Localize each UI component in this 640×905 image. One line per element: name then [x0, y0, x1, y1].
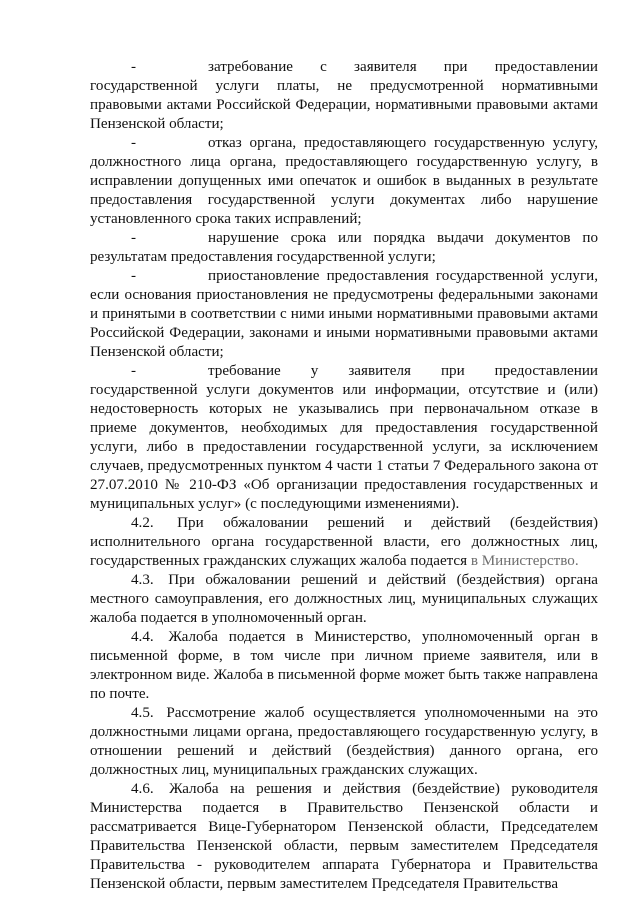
section-number: 4.6.	[131, 781, 154, 797]
list-item-text: требование у заявителя при предоставлении государственной услуги документов или информации, отсутствие и (или) недостоверность которых не указывались при первоначальном отказе в приеме документов, необходимых для предоставления государственной услуги, либо в предоставлении государственной услуги, за исключением случаев, предусмотренных пунктом 4 части 1 статьи 7 Федерального закона от 27.07.2010 № 210-ФЗ «Об организации предоставления государственных и муниципальных услуг» (с последующими изменениями).	[90, 363, 598, 512]
section-paragraph	[90, 571, 598, 628]
list-item	[90, 58, 598, 134]
list-item	[90, 134, 598, 229]
list-item	[90, 229, 598, 267]
list-item-text: отказ органа, предоставляющего государственную услугу, должностного лица органа, предоставляющего государственную услугу, в исправлении допущенных ими опечаток и ошибок в выданных в результате предоставления государственной услуги документах либо нарушение установленного срока таких исправлений;	[90, 135, 598, 227]
list-marker: -	[131, 135, 137, 151]
list-item-text: нарушение срока или порядка выдачи документов по результатам предоставления государственной услуги;	[90, 230, 598, 265]
section-text: Жалоба подается в Министерство, уполномоченный орган в письменной форме, в том числе при личном приеме заявителя, или в электронном виде. Жалоба в письменной форме может быть также направлена по почте.	[90, 629, 598, 702]
list-marker: -	[131, 363, 137, 379]
section-paragraph	[90, 780, 598, 894]
section-text: При обжаловании решений и действий (бездействия) исполнительного органа государственной власти, его должностных лиц, государственных гражданских служащих жалоба подается	[90, 515, 598, 569]
section-number: 4.4.	[131, 629, 154, 645]
section-text-tail: в Министерство.	[470, 553, 579, 569]
list-marker: -	[131, 59, 137, 75]
list-marker: -	[131, 268, 137, 284]
section-paragraph	[90, 704, 598, 780]
section-number: 4.3.	[131, 572, 154, 588]
section-paragraph	[90, 514, 598, 571]
section-number: 4.2.	[131, 515, 154, 531]
section-text: При обжаловании решений и действий (бездействия) органа местного самоуправления, его должностных лиц, муниципальных служащих жалоба подается в уполномоченный орган.	[90, 572, 598, 626]
document-body	[90, 58, 598, 894]
list-item-text: приостановление предоставления государственной услуги, если основания приостановления не предусмотрены федеральными законами и принятыми в соответствии с ними иными нормативными правовыми актами Российской Федерации, законами и иными нормативными правовыми актами Пензенской области;	[90, 268, 598, 360]
list-item	[90, 267, 598, 362]
list-item	[90, 362, 598, 514]
section-text: Жалоба на решения и действия (бездействие) руководителя Министерства подается в Правительство Пензенской области и рассматривается Вице-Губернатором Пензенской области, Председателем Правительства Пензенской области, первым заместителем Председателя Правительства - руководителем аппарата Губернатора и Правительства Пензенской области, первым заместителем Председателя Правительства	[90, 781, 598, 892]
section-number: 4.5.	[131, 705, 154, 721]
list-item-text: затребование с заявителя при предоставлении государственной услуги платы, не предусмотренной нормативными правовыми актами Российской Федерации, нормативными правовыми актами Пензенской области;	[90, 59, 598, 132]
section-paragraph	[90, 628, 598, 704]
section-text: Рассмотрение жалоб осуществляется уполномоченными на это должностными лицами органа, предоставляющего государственную услугу, в отношении решений и действий (бездействия) данного органа, его должностных лиц, муниципальных гражданских служащих.	[90, 705, 598, 778]
list-marker: -	[131, 230, 137, 246]
